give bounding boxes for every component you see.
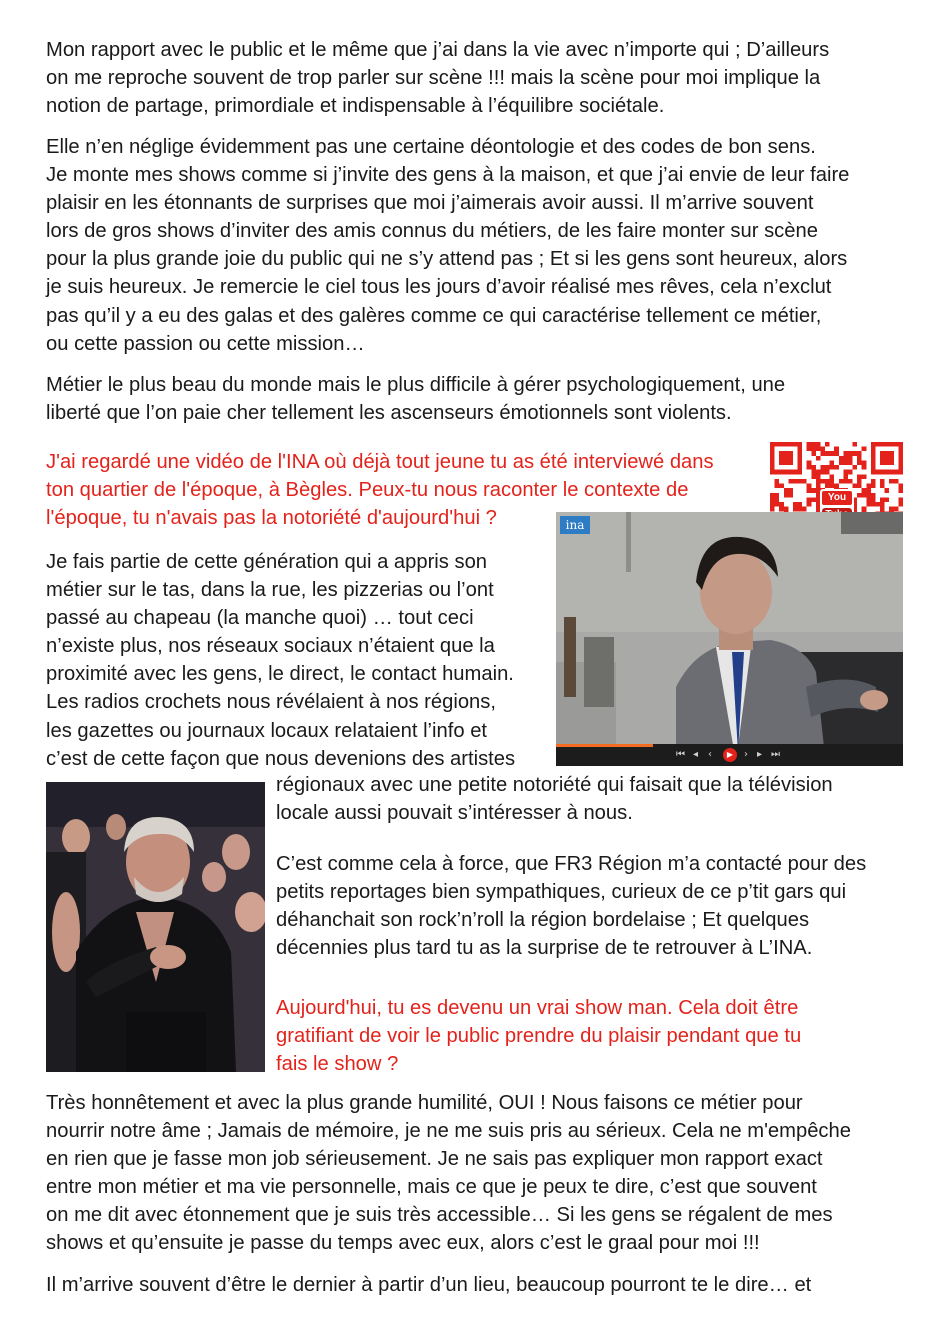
text-line: Je monte mes shows comme si j’invite des gens à la maison, et que j’ai envie de leur faire bbox=[46, 164, 850, 187]
ina-logo: ina bbox=[560, 516, 590, 534]
fast-forward-icon[interactable]: ▸ bbox=[757, 749, 763, 760]
text-line: Les radios crochets nous révélaient à nos régions, bbox=[46, 691, 496, 714]
text-line: Métier le plus beau du monde mais le plus difficile à gérer psychologiquement, une bbox=[46, 374, 786, 396]
text-line: nourrir notre âme ; Jamais de mémoire, je ne me suis pris au sérieux. Cela ne m'empêche bbox=[46, 1120, 851, 1143]
text-line: l'époque, tu n'avais pas la notoriété d'aujourd'hui ? bbox=[46, 507, 497, 530]
text-line: locale aussi pouvait s’intéresser à nous. bbox=[276, 802, 633, 825]
text-line: déhanchait son rock’n’roll la région bordelaise ; Et quelques bbox=[276, 909, 810, 932]
text-line: gratifiant de voir le public prendre du plaisir pendant que tu bbox=[276, 1025, 802, 1048]
next-icon[interactable]: ⏭ bbox=[771, 749, 780, 760]
text-line: Très honnêtement et avec la plus grande humilité, OUI ! Nous faisons ce métier pour bbox=[46, 1092, 803, 1114]
ina-video-still[interactable] bbox=[556, 512, 903, 766]
text-line: métier sur le tas, dans la rue, les pizzerias ou l’ont bbox=[46, 579, 494, 602]
text-line: pas qu’il y a eu des galas et des galères comme ce qui caractérise tellement ce métier, bbox=[46, 304, 822, 327]
text-line: on me dit avec étonnement que je suis très accessible… Si les gens se régalent de mes bbox=[46, 1204, 833, 1227]
text-line: C’est comme cela à force, que FR3 Région m’a contacté pour des bbox=[276, 853, 867, 875]
text-line: c’est de cette façon que nous devenions des artistes bbox=[46, 747, 516, 770]
text-line: régionaux avec une petite notoriété qui faisait que la télévision bbox=[276, 774, 833, 796]
text-line: ou cette passion ou cette mission… bbox=[46, 332, 365, 355]
text-line: décennies plus tard tu as la surprise de te retrouver à L’INA. bbox=[276, 937, 813, 960]
text-line: plaisir en les étonnants de surprises que moi j’aimerais avoir aussi. Il m’arrive souvent bbox=[46, 192, 814, 215]
concert-photo bbox=[46, 782, 265, 1072]
text-line: pour la plus grande joie du public qui ne s’y attend pas ; Et si les gens sont heureux, alors bbox=[46, 248, 848, 271]
question-show-man bbox=[276, 994, 801, 1078]
video-player-controls[interactable] bbox=[556, 744, 903, 766]
text-line: liberté que l’on paie cher tellement les ascenseurs émotionnels sont violents. bbox=[46, 402, 732, 425]
text-line: J'ai regardé une vidéo de l'INA où déjà tout jeune tu as été interviewé dans bbox=[46, 451, 714, 473]
paragraph-profession bbox=[46, 371, 785, 427]
text-line: on me reproche souvent de trop parler sur scène !!! mais la scène pour moi implique la bbox=[46, 67, 821, 90]
play-icon[interactable]: ▶ bbox=[723, 748, 737, 762]
text-line: n’existe plus, nos réseaux sociaux n’étaient que la bbox=[46, 635, 495, 658]
text-line: entre mon métier et ma vie personnelle, mais ce que je peux te dire, c’est que souvent bbox=[46, 1176, 817, 1199]
paragraph-fr3 bbox=[276, 850, 866, 962]
text-line: ton quartier de l'époque, à Bègles. Peux-tu nous raconter le contexte de bbox=[46, 479, 689, 502]
paragraph-regional bbox=[276, 771, 833, 827]
step-back-icon[interactable]: ‹ bbox=[708, 749, 712, 760]
text-line: shows et qu’ensuite je passe du temps avec eux, alors c’est le graal pour moi !!! bbox=[46, 1232, 760, 1255]
text-line: proximité avec les gens, le direct, le contact humain. bbox=[46, 663, 514, 686]
concert-photo-image bbox=[46, 782, 265, 1072]
youtube-icon-you: You bbox=[822, 491, 852, 505]
text-line: petits reportages bien sympathiques, curieux de ce p’tit gars qui bbox=[276, 881, 847, 904]
text-line: lors de gros shows d’inviter des amis connus du métiers, de les faire monter sur scène bbox=[46, 220, 818, 243]
step-forward-icon[interactable]: › bbox=[744, 749, 748, 760]
paragraph-last-to-leave bbox=[46, 1271, 811, 1299]
text-line: les gazettes ou journaux locaux relataient l’info et bbox=[46, 719, 488, 742]
ina-video-frame bbox=[556, 512, 903, 766]
text-line: Elle n’en néglige évidemment pas une certaine déontologie et des codes de bon sens. bbox=[46, 136, 816, 158]
paragraph-humility bbox=[46, 1089, 851, 1258]
text-line: notion de partage, primordiale et indispensable à l’équilibre sociétale. bbox=[46, 95, 665, 118]
text-line: Aujourd'hui, tu es devenu un vrai show man. Cela doit être bbox=[276, 997, 799, 1019]
text-line: en rien que je fasse mon job sérieusement. Je ne sais pas expliquer mon rapport exact bbox=[46, 1148, 823, 1171]
rewind-icon[interactable]: ◂ bbox=[693, 749, 699, 760]
paragraph-generation bbox=[46, 548, 515, 773]
previous-icon[interactable]: ⏮ bbox=[676, 749, 685, 760]
paragraph-deontology bbox=[46, 133, 849, 358]
text-line: passé au chapeau (la manche quoi) … tout ceci bbox=[46, 607, 474, 630]
text-line: fais le show ? bbox=[276, 1053, 399, 1076]
text-line: je suis heureux. Je remercie le ciel tous les jours d’avoir réalisé mes rêves, cela n’exclut bbox=[46, 276, 832, 299]
text-line: Mon rapport avec le public et le même que j’ai dans la vie avec n’importe qui ; D’ailleurs bbox=[46, 39, 830, 61]
text-line: Je fais partie de cette génération qui a appris son bbox=[46, 551, 488, 573]
text-line: Il m’arrive souvent d’être le dernier à partir d’un lieu, beaucoup pourront te le dire… et bbox=[46, 1274, 812, 1296]
video-progress-bar[interactable] bbox=[556, 744, 653, 747]
paragraph-public-relationship bbox=[46, 36, 829, 120]
